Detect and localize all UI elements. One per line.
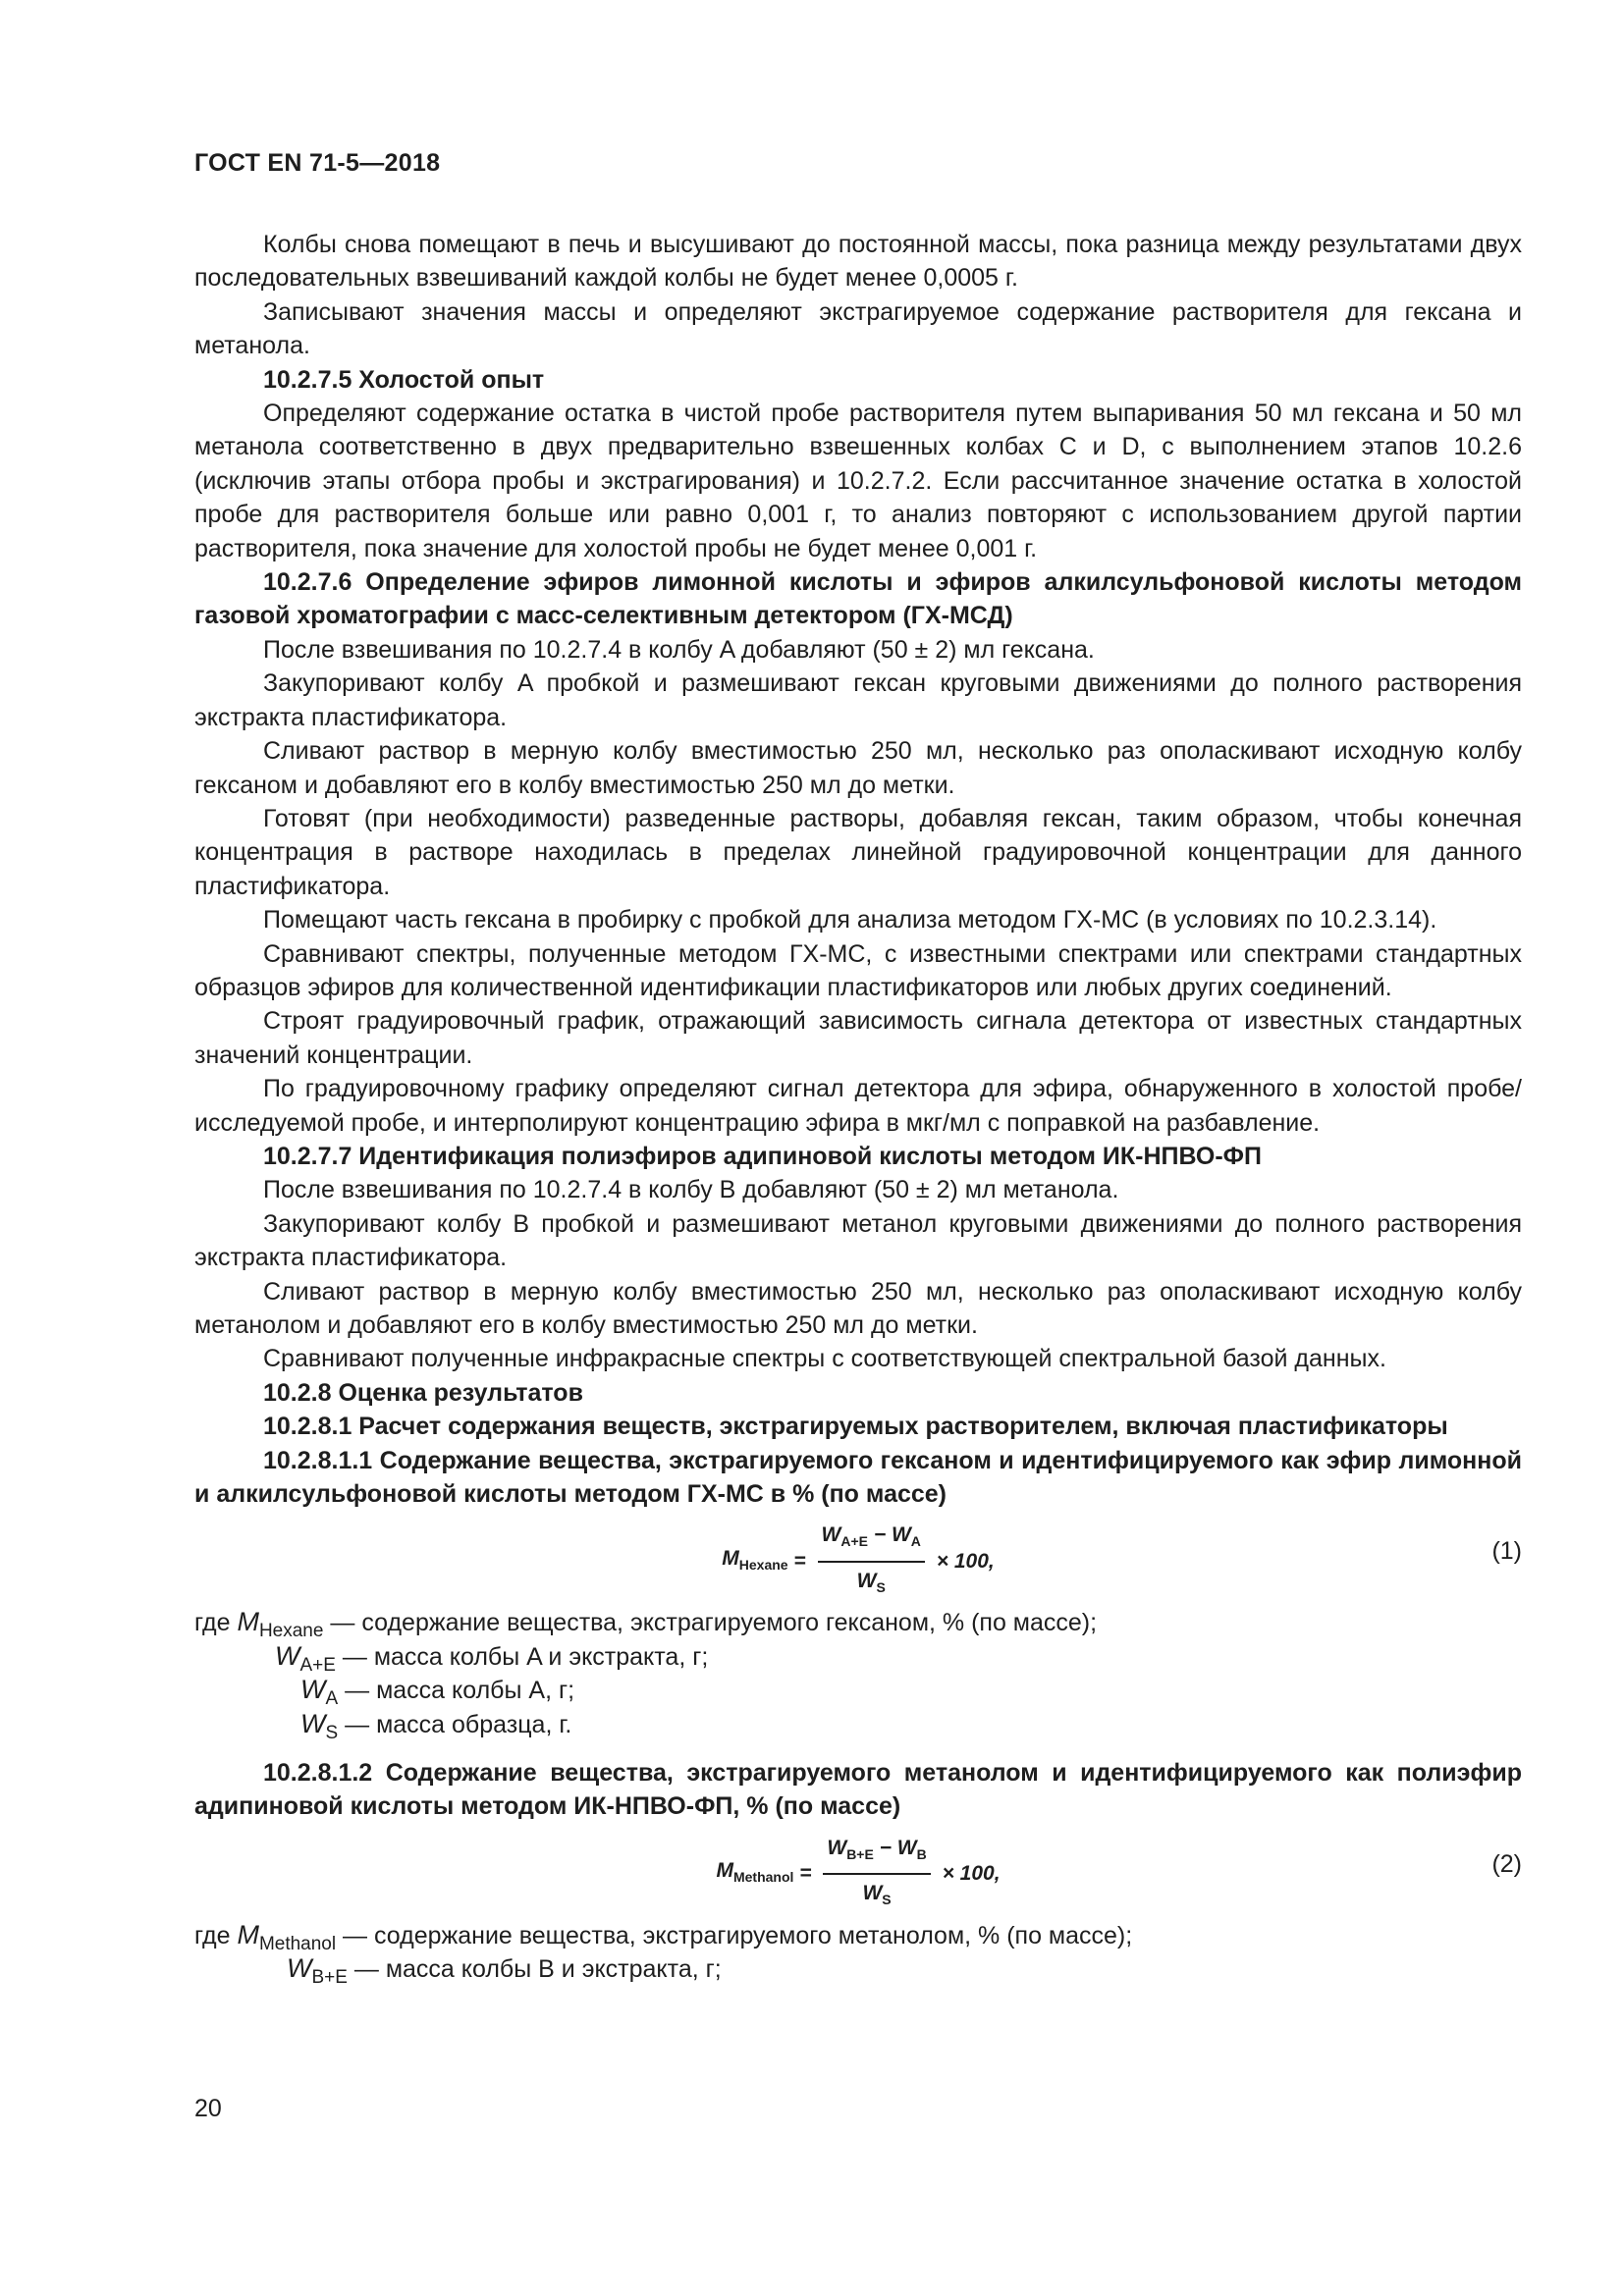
- formula-2-fraction: [823, 1832, 930, 1917]
- paragraph: После взвешивания по 10.2.7.4 в колбу A добавляют (50 ± 2) мл гексана.: [263, 635, 1095, 664]
- formula-1-lhs: $M_{Hexane}$: [722, 1546, 788, 1573]
- formula-2-lhs: $M_{Methanol}$: [716, 1859, 794, 1886]
- legend-item: где $M_{Hexane}$ — содержание вещества, экстрагируемого гексаном, % (по массе);: [194, 1607, 1098, 1642]
- formula-1-fraction: [818, 1519, 925, 1604]
- formula-2-expression: [194, 1832, 1522, 1917]
- formula-2-numerator: $W_{B+E} - W_B$: [823, 1832, 930, 1876]
- document-body: [194, 228, 1522, 1989]
- paragraph: По градуировочному графику определяют сигнал детектора для эфира, обнаруженного в холостой пробе/исследуемой пробе, и интерполируют концентрацию эфира в мкг/мл с поправкой на разбавление.: [194, 1075, 1522, 1137]
- section-heading-10-2-8: 10.2.8 Оценка результатов: [263, 1378, 583, 1407]
- section-heading-10-2-8-1: 10.2.8.1 Расчет содержания веществ, экстрагируемых растворителем, включая пластификаторы: [263, 1413, 1448, 1441]
- paragraph: Сравнивают спектры, полученные методом ГХ-МС, с известными спектрами или спектрами стандартных образцов эфиров для количественной идентификации пластификаторов или любых других соединений.: [194, 939, 1522, 1001]
- section-heading-10-2-8-1-2: 10.2.8.1.2 Содержание вещества, экстрагируемого метанолом и идентифицируемого как полиэфир адипиновой кислоты методом ИК-НПВО-ФП, % (по массе): [194, 1759, 1522, 1821]
- paragraph: Сливают раствор в мерную колбу вместимостью 250 мл, несколько раз ополаскивают исходную колбу метанолом и добавляют его в колбу вместимостью 250 мл до метки.: [194, 1277, 1522, 1339]
- legend-item: $W_S$ — масса образца, г.: [300, 1708, 572, 1743]
- section-heading-10-2-7-6: 10.2.7.6 Определение эфиров лимонной кислоты и эфиров алкилсульфоновой кислоты методом газовой хроматографии с масс-селективным детектором (ГХ-МСД): [194, 568, 1522, 630]
- paragraph: Закупоривают колбу A пробкой и размешивают гексан круговыми движениями до полного растворения экстракта пластификатора.: [194, 669, 1522, 731]
- paragraph: Готовят (при необходимости) разведенные растворы, добавляя гексан, таким образом, чтобы конечная концентрация в растворе находилась в пределах линейной градуировочной концентрации для данного пластификатора.: [194, 804, 1522, 900]
- formula-1-equals: =: [793, 1549, 806, 1573]
- section-heading-10-2-7-5: 10.2.7.5 Холостой опыт: [263, 365, 545, 394]
- formula-2: [194, 1826, 1522, 1916]
- formula-1-multiplier: × 100,: [936, 1549, 995, 1573]
- paragraph: Определяют содержание остатка в чистой пробе растворителя путем выпаривания 50 мл гексана и 50 мл метанола соответственно в двух предварительно взвешенных колбах C и D, с выполнением этапов 10.2.6 (исключив этапы отбора пробы и экстрагирования) и 10.2.7.2. Если рассчитанное значение остатка в холостой пробе для растворителя больше или равно 0,001 г, то анализ повторяют с использованием другой партии растворителя, пока значение для холостой пробы не будет менее 0,001 г.: [194, 400, 1522, 562]
- paragraph: Сравнивают полученные инфракрасные спектры с соответствующей спектральной базой данных.: [263, 1345, 1386, 1373]
- formula-2-number: (2): [1491, 1849, 1522, 1878]
- legend-item: где $M_{Methanol}$ — содержание вещества, экстрагируемого метанолом, % (по массе);: [194, 1919, 1133, 1954]
- formula-2-legend: [194, 1918, 1522, 1989]
- paragraph: Записывают значения массы и определяют экстрагируемое содержание растворителя для гексана и метанола.: [194, 297, 1522, 360]
- paragraph: Колбы снова помещают в печь и высушивают до постоянной массы, пока разница между результатами двух последовательных взвешиваний каждой колбы не будет менее 0,0005 г.: [194, 231, 1522, 293]
- paragraph: После взвешивания по 10.2.7.4 в колбу B добавляют (50 ± 2) мл метанола.: [263, 1176, 1119, 1204]
- legend-item: $W_A$ — масса колбы A, г;: [300, 1675, 575, 1710]
- paragraph: Строят градуировочный график, отражающий зависимость сигнала детектора от известных стандартных значений концентрации.: [194, 1007, 1522, 1069]
- formula-1-denominator: $W_S$: [856, 1570, 886, 1596]
- formula-2-denominator: $W_S$: [862, 1882, 892, 1908]
- formula-1-legend: [194, 1605, 1522, 1743]
- legend-item: $W_{B+E}$ — масса колбы B и экстракта, г;: [287, 1953, 722, 1989]
- formula-2-multiplier: × 100,: [942, 1862, 1001, 1886]
- legend-item: $W_{A+E}$ — масса колбы A и экстракта, г;: [275, 1640, 709, 1676]
- formula-2-equals: =: [799, 1862, 812, 1886]
- formula-1: [194, 1513, 1522, 1603]
- formula-1-numerator: $W_{A+E} - W_A$: [818, 1519, 925, 1563]
- formula-1-expression: [194, 1519, 1522, 1604]
- standard-code-header: ГОСТ EN 71-5—2018: [194, 149, 441, 177]
- page-number: 20: [194, 2095, 222, 2122]
- section-heading-10-2-7-7: 10.2.7.7 Идентификация полиэфиров адипиновой кислоты методом ИК-НПВО-ФП: [263, 1142, 1262, 1170]
- paragraph: Закупоривают колбу B пробкой и размешивают метанол круговыми движениями до полного растворения экстракта пластификатора.: [194, 1209, 1522, 1272]
- section-heading-10-2-8-1-1: 10.2.8.1.1 Содержание вещества, экстрагируемого гексаном и идентифицируемого как эфир лимонной и алкилсульфоновой кислоты методом ГХ-МС в % (по массе): [194, 1446, 1522, 1509]
- formula-1-number: (1): [1491, 1537, 1522, 1566]
- paragraph: Сливают раствор в мерную колбу вместимостью 250 мл, несколько раз ополаскивают исходную колбу гексаном и добавляют его в колбу вместимостью 250 мл до метки.: [194, 737, 1522, 799]
- paragraph: Помещают часть гексана в пробирку с пробкой для анализа методом ГХ-МС (в условиях по 10.2.3.14).: [263, 906, 1437, 934]
